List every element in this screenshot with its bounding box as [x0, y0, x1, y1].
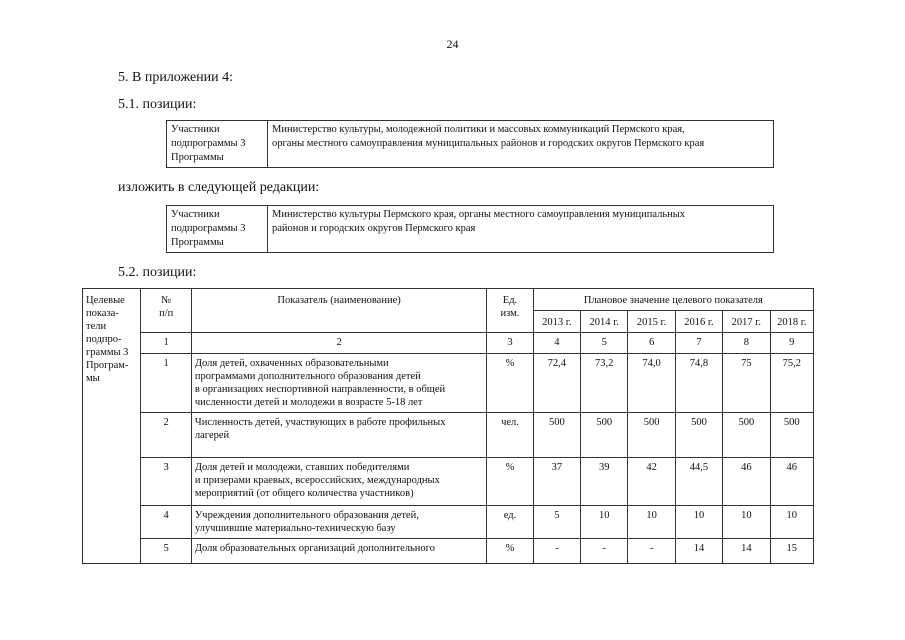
old-position-table — [166, 120, 774, 168]
column-number: 1 — [141, 333, 191, 354]
header-year: 2014 г. — [581, 311, 628, 333]
value-cell: - — [628, 539, 675, 564]
column-number: 9 — [770, 333, 813, 354]
header-year: 2016 г. — [675, 311, 722, 333]
page-number: 24 — [446, 37, 459, 51]
table-row — [83, 458, 814, 506]
column-number: 4 — [533, 333, 580, 354]
column-number: 6 — [628, 333, 675, 354]
old-position-value: Министерство культуры, молодежной политики и массовых коммуникаций Пермского края, органы местного самоуправления муниципальных районов и городских округов Пермского края — [268, 121, 774, 168]
unit-cell: % — [487, 539, 533, 564]
column-number: 2 — [191, 333, 486, 354]
unit-cell: чел. — [487, 413, 533, 458]
value-cell: 14 — [723, 539, 770, 564]
value-cell: 14 — [675, 539, 722, 564]
row-label: Целевые показа- тели подпро- граммы 3 Програм- мы — [83, 289, 141, 564]
value-cell: 10 — [628, 506, 675, 539]
value-cell: - — [581, 539, 628, 564]
section-heading-5-1: 5.1. позиции: — [118, 97, 197, 112]
section-heading-5: 5. В приложении 4: — [118, 70, 234, 85]
value-cell: 5 — [533, 506, 580, 539]
value-cell: 39 — [581, 458, 628, 506]
value-cell: 10 — [675, 506, 722, 539]
indicator-table — [82, 288, 814, 564]
value-cell: 500 — [533, 413, 580, 458]
header-planned: Плановое значение целевого показателя — [533, 289, 813, 311]
new-position-table — [166, 205, 774, 253]
header-year: 2017 г. — [723, 311, 770, 333]
value-cell: 74,8 — [675, 354, 722, 413]
indicator-name: Доля детей и молодежи, ставших победителями и призерами краевых, всероссийских, международных мероприятий (от общего количества участников) — [191, 458, 486, 506]
value-cell: 10 — [723, 506, 770, 539]
row-number: 4 — [141, 506, 191, 539]
column-number: 5 — [581, 333, 628, 354]
value-cell: 75,2 — [770, 354, 813, 413]
row-number: 2 — [141, 413, 191, 458]
indicator-name: Доля образовательных организаций дополнительного — [191, 539, 486, 564]
new-position-value: Министерство культуры Пермского края, органы местного самоуправления муниципальных районов и городских округов Пермского края — [268, 206, 774, 253]
old-position-label: Участники подпрограммы 3 Программы — [167, 121, 268, 168]
row-number: 1 — [141, 354, 191, 413]
value-cell: 46 — [723, 458, 770, 506]
value-cell: 37 — [533, 458, 580, 506]
column-number: 3 — [487, 333, 533, 354]
header-year: 2018 г. — [770, 311, 813, 333]
value-cell: 74,0 — [628, 354, 675, 413]
value-cell: 73,2 — [581, 354, 628, 413]
column-number-row — [83, 333, 814, 354]
value-cell: 500 — [581, 413, 628, 458]
indicator-name: Доля детей, охваченных образовательными программами дополнительного образования детей в организациях неспортивной направленности, в общей численности детей и молодежи в возрасте 5-18 лет — [191, 354, 486, 413]
header-year: 2015 г. — [628, 311, 675, 333]
value-cell: 75 — [723, 354, 770, 413]
unit-cell: % — [487, 458, 533, 506]
table-row — [83, 539, 814, 564]
new-position-label: Участники подпрограммы 3 Программы — [167, 206, 268, 253]
header-year: 2013 г. — [533, 311, 580, 333]
table-row — [83, 413, 814, 458]
value-cell: 42 — [628, 458, 675, 506]
table-row — [83, 506, 814, 539]
section-heading-5-2: 5.2. позиции: — [118, 265, 197, 280]
value-cell: - — [533, 539, 580, 564]
indicator-name: Учреждения дополнительного образования детей, улучшившие материально-техническую базу — [191, 506, 486, 539]
header-indicator: Показатель (наименование) — [191, 289, 486, 333]
unit-cell: ед. — [487, 506, 533, 539]
value-cell: 10 — [770, 506, 813, 539]
value-cell: 500 — [675, 413, 722, 458]
value-cell: 10 — [581, 506, 628, 539]
column-number: 8 — [723, 333, 770, 354]
row-number: 3 — [141, 458, 191, 506]
value-cell: 72,4 — [533, 354, 580, 413]
value-cell: 44,5 — [675, 458, 722, 506]
value-cell: 15 — [770, 539, 813, 564]
row-number: 5 — [141, 539, 191, 564]
value-cell: 500 — [628, 413, 675, 458]
value-cell: 500 — [770, 413, 813, 458]
indicator-name: Численность детей, участвующих в работе профильных лагерей — [191, 413, 486, 458]
header-unit: Ед. изм. — [487, 289, 533, 333]
restate-text: изложить в следующей редакции: — [118, 180, 320, 195]
value-cell: 500 — [723, 413, 770, 458]
value-cell: 46 — [770, 458, 813, 506]
unit-cell: % — [487, 354, 533, 413]
header-num: № п/п — [141, 289, 191, 333]
table-row — [83, 354, 814, 413]
column-number: 7 — [675, 333, 722, 354]
